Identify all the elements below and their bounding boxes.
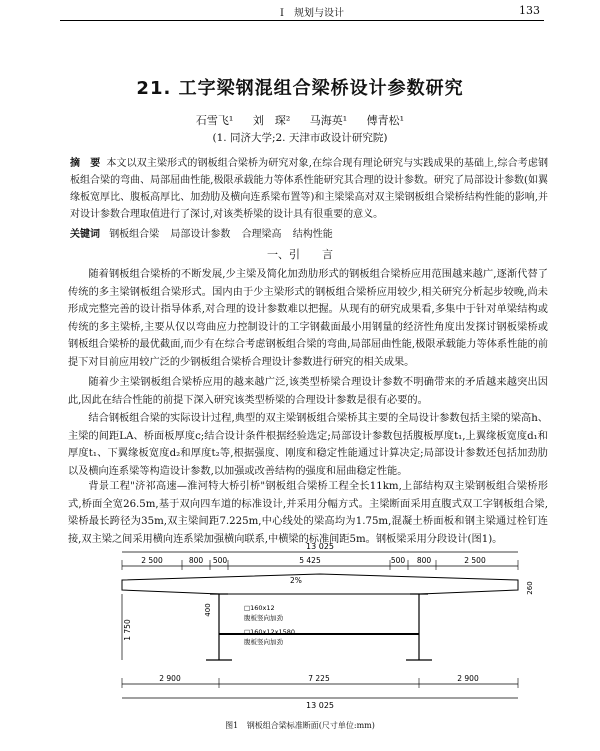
author: 马海英¹ [309,114,348,127]
body-paragraph: 随着少主梁钢板组合梁桥应用的越来越广泛,该类型桥梁合理设计参数不明确带来的矛盾越来越突出因此,因此在结合性能的前提下深入研究该类型桥梁的合理设计参数是很有必要的。 [68,377,548,406]
caption-text: 钢板组合梁标准断面(尺寸单位:mm) [246,721,375,730]
dim-height: 1 750 [123,619,132,641]
label-stiffener: □160x12x1580 [244,628,296,636]
label-stiffener: 腹板竖向加劲 [244,638,283,646]
dim-bottom-segment: 7 225 [308,674,330,683]
dim-segment: 500 [212,556,228,565]
dim-segment: 800 [416,556,432,565]
dim-bottom-total: 13 025 [306,701,334,710]
author: 傅青松¹ [366,114,405,127]
keywords-label: 关键词 [70,229,100,240]
dim-right: 260 [526,581,534,595]
caption-label: 图1 [225,721,239,730]
header-section: Ⅰ 规划与设计 [280,8,344,19]
keyword: 结构性能 [292,229,333,240]
label-stiffener: □160x12 [244,604,275,612]
section-heading: 一、引 言 [267,248,333,261]
dim-segment: 5 425 [299,556,321,565]
author: 石雪飞¹ [195,114,234,127]
author-list [60,112,540,128]
affiliation: (1. 同济大学;2. 天津市政设计研究院) [212,132,388,144]
dim-top-total: 13 025 [306,542,334,551]
slope-label: 2% [290,576,302,585]
steel-girders [206,594,432,660]
dim-left: 400 [204,603,212,617]
abstract-label: 摘 要 [70,158,101,169]
body-paragraph: 结合钢板组合梁的实际设计过程,典型的双主梁钢板组合梁桥其主要的全局设计参数包括主梁的梁高h、主梁的间距LA、桥面板厚度c;结合设计条件根据经验选定;局部设计参数包括腹板厚度t₁,上翼缘板宽度d₁和厚度t₁、下翼缘板宽度d₂和厚度t₂等,根据强度、刚度和稳定性能通过计算决定;局部设计参数还包括加劲肋以及横向连系梁等构造设计参数,以加强或改善结构的强度和屈曲稳定性能。 [68,413,548,477]
keyword: 钢板组合梁 [109,229,160,240]
figure-caption [60,720,540,731]
dim-segment: 800 [188,556,204,565]
keyword: 合理梁高 [241,229,282,240]
running-header [60,4,540,20]
dim-segment: 500 [390,556,406,565]
keywords [70,225,548,240]
abstract-text: 本文以双主梁形式的钢板组合梁桥为研究对象,在综合现有理论研究与实践成果的基础上,综合考虑钢板组合梁的弯曲、局部屈曲性能,极限承载能力等体系性能研究其合理的设计参数。研究了局部设计参数(如翼缘板宽厚比、腹板高厚比、加劲肋及横向连系梁布置等)和主梁梁高对双主梁钢板组合梁桥结构性能的影响,并对设计参数合理取值进行了深讨,对该类桥梁的设计具有很重要的意义。 [70,158,549,220]
dim-bottom-segment: 2 900 [457,674,479,683]
body-paragraph: 背景工程"济祁高速—淮河特大桥引桥"钢板组合梁桥工程全长11km,上部结构双主梁钢板组合梁桥形式,桥面全宽26.5m,基于双向四车道的标准设计,并采用分幅方式。主梁断面采用直腹式双工字钢板组合梁,梁桥最长跨径为35m,双主梁间距7.225m,中心线处的梁高均为1.75m,混凝土桥面板和钢主梁通过栓钉连接,双主梁之间采用横向连系梁加强横向联系,中横梁的标准间距5m。钢板梁采用分段设计(图1)。 [68,481,548,545]
keyword: 局部设计参数 [170,229,231,240]
author: 刘 琛² [252,114,291,127]
header-rule [60,20,544,21]
page-number: 133 [519,4,540,17]
paper-title: 21. 工字梁钢混组合梁桥设计参数研究 [136,78,464,99]
dim-bottom-segment: 2 900 [159,674,181,683]
dim-segment: 2 500 [464,556,486,565]
cross-section-figure [60,538,548,720]
body-paragraph: 随着钢板组合梁桥的不断发展,少主梁及简化加劲肋形式的钢板组合梁桥应用范围越来越广,逐渐代替了传统的多主梁钢板组合梁形式。国内由于少主梁形式的钢板组合梁桥应用较少,相关研究分析起步较晚,尚未形成完整完善的设计指导体系,对合理的设计参数难以把握。从现有的研究成果看,多集中于针对单梁结构或传统的多主梁桥,主要从仅以弯曲应力控制设计的工字钢截面最小用钢量的经济性角度出发探讨钢板梁桥或钢板组合梁桥的最优截面,而少有在综合考虑钢板组合梁的弯曲,局部屈曲性能,极限承载能力等体系性能的前提下对目前应用较广泛的少钢板组合梁桥合理设计参数进行研究的相关成果。 [68,269,548,368]
deck-slab [122,574,518,594]
abstract [70,155,548,223]
label-stiffener: 腹板竖向加劲 [244,614,283,622]
dim-segment: 2 500 [141,556,163,565]
